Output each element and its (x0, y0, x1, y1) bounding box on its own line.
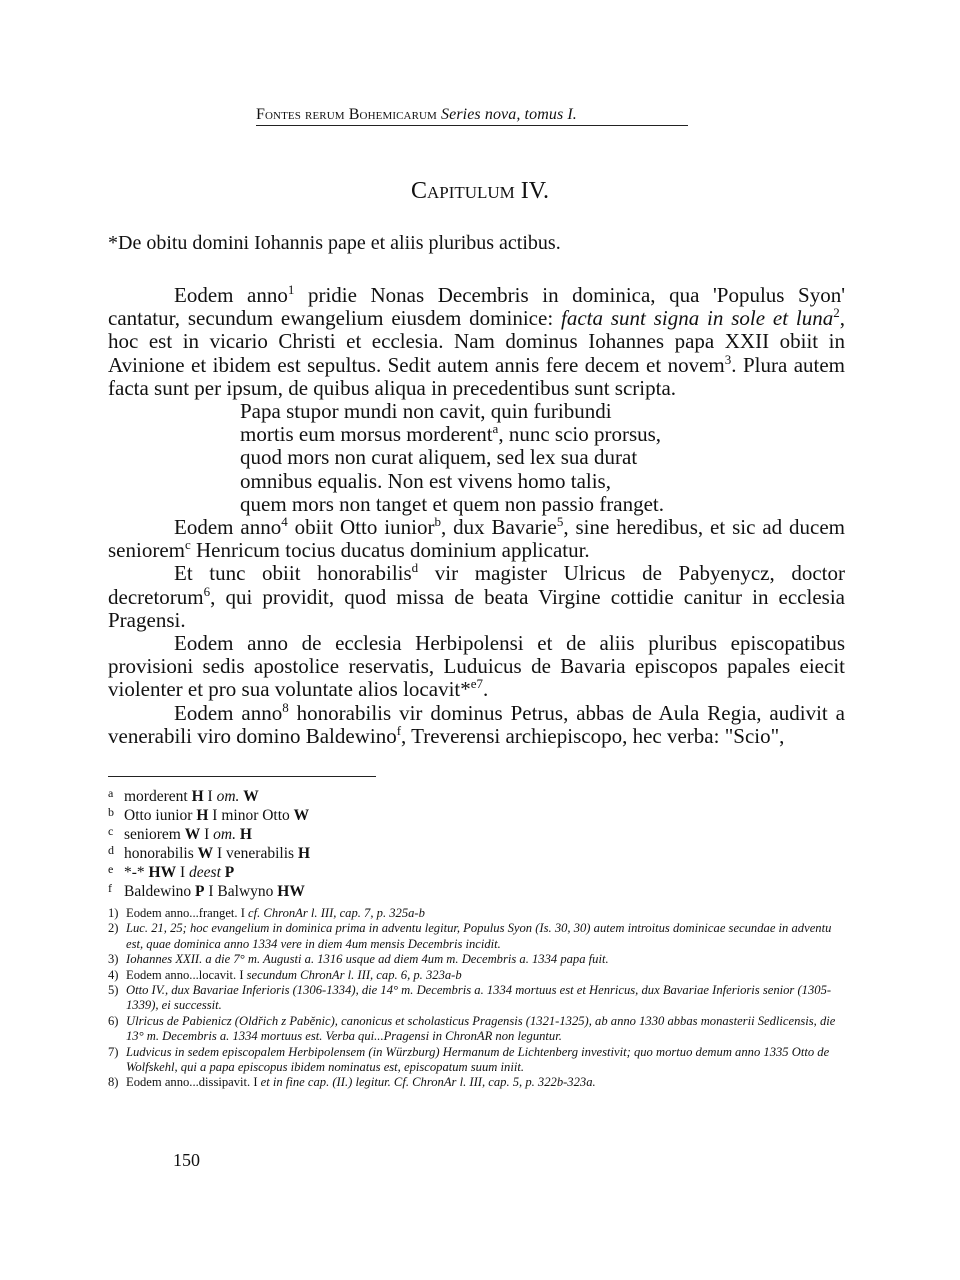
source-note (108, 1045, 848, 1076)
footnote-number: 3) (108, 952, 119, 967)
manuscript-siglum: W (293, 807, 310, 824)
text-run: , Treverensi archiepiscopo, hec verba: "Scio", (401, 723, 785, 748)
source-note (108, 906, 848, 921)
footnote-text (126, 968, 848, 983)
manuscript-siglum: W (197, 845, 214, 862)
separator: I (200, 826, 214, 843)
paragraph-1 (108, 284, 845, 400)
footnote-number: 7) (108, 1044, 119, 1059)
verse-line (240, 423, 845, 446)
reading: Baldewino (124, 883, 196, 900)
text-run: Henricum tocius ducatus dominium applicatur. (190, 538, 590, 563)
text-run: , hoc est in vicario Christi et ecclesia. Nam dominus Iohannes papa XXII obiit in Avinione et ibidem est sepultus. Sedit autem annis fere decem et novem (108, 306, 846, 377)
note-mark: d (411, 560, 419, 576)
critical-note (108, 825, 848, 844)
manuscript-siglum: W (243, 788, 259, 805)
footnote-roman: Eodem anno...franget. I (126, 906, 249, 920)
text-run: , sine heredibus, et sic ad ducem seniorem (108, 515, 846, 563)
text-run: . (483, 677, 489, 702)
critical-note-text (124, 863, 234, 882)
critical-note-text (124, 825, 252, 844)
text-run: . Plura autem facta sunt per ipsum, de quibus aliqua in precedentibus sunt scripta. (108, 352, 846, 400)
reading: venerabilis (226, 845, 298, 862)
reading: morderent (124, 788, 192, 805)
footnote-italic: cf. ChronAr l. III, cap. 7, p. 325a-b (248, 906, 425, 920)
verse-line: Papa stupor mundi non cavit, quin furibundi (240, 399, 612, 424)
running-head-title: Fontes rerum Bohemicarum (256, 106, 437, 123)
footnote-roman: Eodem anno...locavit. I (126, 967, 247, 982)
reading: *-* (124, 864, 149, 881)
footnote-italic: et in fine cap. (II.) legitur. Cf. ChronAr l. III, cap. 5, p. 322b-323a. (260, 1075, 596, 1090)
editorial-note: deest (189, 864, 221, 881)
critical-note (108, 787, 848, 806)
critical-note-text (124, 844, 310, 863)
footnote-ref: 6 (203, 583, 211, 599)
footnote-italic: Otto IV., dux Bavariae Inferioris (1306-1334), die 14° m. Decembris a. 1334 mortuus est et Henricus, dux Bavariae Inferioris senior (1305-1339), ei successit. (126, 983, 832, 1013)
text-run: Eodem anno (174, 283, 288, 307)
footnote-number: 1) (108, 906, 119, 920)
footnote-ref: 2 (833, 305, 840, 321)
note-mark: b (108, 805, 114, 819)
note-mark: b (434, 514, 441, 530)
manuscript-siglum: H (196, 807, 209, 824)
footnote-text (126, 1014, 848, 1045)
footnote-number: 4) (108, 967, 119, 982)
text-run: , nunc scio prorsus, (498, 422, 662, 447)
footnote-text (126, 921, 848, 952)
text-run: Eodem anno (174, 700, 283, 725)
separator: I (204, 883, 218, 900)
footnote-text (126, 1075, 848, 1090)
reading: honorabilis (124, 845, 198, 862)
footnote-italic: Iohannes XXII. a die 7° m. Augusti a. 1316 usque ad diem 4um m. Decembris a. 1334 papa fuit. (126, 952, 609, 967)
reading: seniorem (124, 826, 185, 843)
text-run: obiit Otto iunior (287, 515, 435, 540)
critical-note (108, 806, 848, 825)
manuscript-siglum: H (191, 788, 204, 805)
note-mark: d (108, 843, 114, 857)
manuscript-siglum: H (297, 845, 310, 862)
footnote-rule (108, 776, 376, 777)
source-notes (108, 906, 848, 1091)
separator: I (176, 864, 190, 881)
source-note (108, 1014, 848, 1045)
separator: I (203, 788, 217, 805)
text-run: Et tunc obiit honorabilis (174, 561, 412, 586)
footnote-ref: 3 (724, 351, 732, 367)
footnote-text (126, 952, 848, 967)
chapter-title: Capitulum IV. (410, 178, 550, 204)
note-mark: c (184, 537, 191, 553)
editorial-note: om. (213, 826, 236, 843)
paragraph-5 (108, 699, 845, 748)
source-note (108, 1075, 848, 1090)
reading: minor Otto (221, 807, 294, 824)
page-number: 150 (173, 1150, 200, 1170)
footnote-text (126, 983, 848, 1014)
footnote-italic: Ulricus de Pabienicz (Oldřich z Paběnic), canonicus et scholasticus Pragensis (1321-1325), ab anno 1330 abbas monasterii Sedlicensis, die 13° m. Decembris a. 1334 mortuus est. Verba qui...Pragensi in ChronAR non leguntur. (126, 1013, 836, 1044)
note-mark: e (108, 862, 114, 876)
critical-note (108, 882, 848, 901)
biblical-quote: facta sunt signa in sole et luna (561, 306, 834, 331)
editorial-note: om. (216, 788, 240, 805)
running-head-series: Series nova, tomus I. (441, 106, 577, 123)
footnote-italic: Luc. 21, 25; hoc evangelium in dominica prima in adventu legitur, Populus Syon (Is. 30, 30) autem introitus dominicae secundae in adventu est, quae dominica anno 1334 vere in diem 4um mensis Decembris incidit. (126, 921, 832, 951)
reading: Otto iunior (124, 807, 197, 824)
critical-note (108, 844, 848, 863)
rubric: *De obitu domini Iohannis pape et aliis pluribus actibus. (108, 232, 561, 254)
note-mark: a (492, 421, 499, 437)
text-run: mortis eum morsus morderent (240, 422, 493, 447)
text-run: honorabilis vir dominus Petrus, abbas de Aula Regia, audivit a venerabili viro domino Baldewino (108, 700, 845, 748)
verse-line: quod mors non curat aliquem, sed lex sua durat (240, 445, 638, 470)
separator: I (213, 845, 227, 862)
source-note (108, 952, 848, 967)
verse (108, 400, 845, 516)
footnote-text (126, 1045, 848, 1076)
note-mark: f (396, 722, 402, 738)
manuscript-siglum: P (195, 883, 205, 900)
manuscript-siglum: P (224, 864, 235, 881)
text-run: vir magister Ulricus de Pabyenycz, doctor decretorum (108, 561, 845, 609)
source-note (108, 968, 848, 983)
verse-line: quem mors non tanget et quem non passio franget. (240, 491, 664, 516)
manuscript-siglum: HW (277, 883, 305, 900)
text-run: Eodem anno (174, 515, 282, 540)
manuscript-siglum: W (184, 826, 201, 843)
manuscript-siglum: H (239, 826, 252, 843)
footnote-number: 6) (108, 1013, 119, 1028)
body-text (108, 284, 845, 748)
footnote-number: 8) (108, 1075, 119, 1090)
running-head (256, 106, 688, 126)
critical-note-text (124, 787, 259, 806)
footnote-number: 2) (108, 921, 119, 936)
note-mark: e7 (470, 676, 484, 692)
footnote-roman: Eodem anno...dissipavit. I (126, 1075, 261, 1090)
footnote-number: 5) (108, 983, 119, 998)
verse-line: omnibus equalis. Non est vivens homo talis, (240, 468, 611, 493)
footnote-ref: 4 (281, 514, 288, 530)
critical-note-text (124, 806, 309, 825)
note-mark: f (108, 881, 112, 895)
reading: Balwyno (217, 883, 278, 900)
footnote-italic: Ludvicus in sedem episcopalem Herbipolensem (in Würzburg) Hermanum de Lichtenberg investivit; quo mortuo demum anno 1335 Otto de Wolfskehl, qui a papa episcopus ibidem nominatus est, episcopatum suum iniit. (126, 1044, 830, 1075)
critical-notes (108, 787, 848, 901)
separator: I (208, 807, 222, 824)
text-run: , qui providit, quod missa de beata Virgine cottidie canitur in ecclesia Pragensi. (108, 584, 845, 632)
footnote-ref: 1 (287, 282, 295, 297)
footnote-italic: secundum ChronAr l. III, cap. 6, p. 323a-b (246, 967, 462, 982)
critical-note-text (124, 882, 305, 901)
note-mark: a (108, 786, 114, 800)
paragraph-3 (108, 562, 845, 632)
source-note (108, 921, 848, 952)
text-run: pridie Nonas Decembris in dominica, qua 'Populus Syon' cantatur, secundum ewangelium eiusdem dominice: (108, 283, 845, 331)
footnote-ref: 8 (282, 699, 289, 715)
paragraph-4 (108, 632, 845, 702)
text-run: Eodem anno de ecclesia Herbipolensi et de aliis pluribus episcopatibus provisioni sedis apostolice reservatis, Luduicus de Bavaria episcopos papales eiecit violenter et pro sua voluntate alios locavit* (108, 631, 845, 702)
source-note (108, 983, 848, 1014)
footnote-ref: 5 (556, 514, 564, 530)
paragraph-2 (108, 516, 845, 562)
footnote-text (126, 906, 848, 921)
manuscript-siglum: HW (148, 864, 177, 881)
critical-note (108, 863, 848, 882)
text-run: , dux Bavarie (440, 515, 557, 540)
note-mark: c (108, 824, 114, 838)
